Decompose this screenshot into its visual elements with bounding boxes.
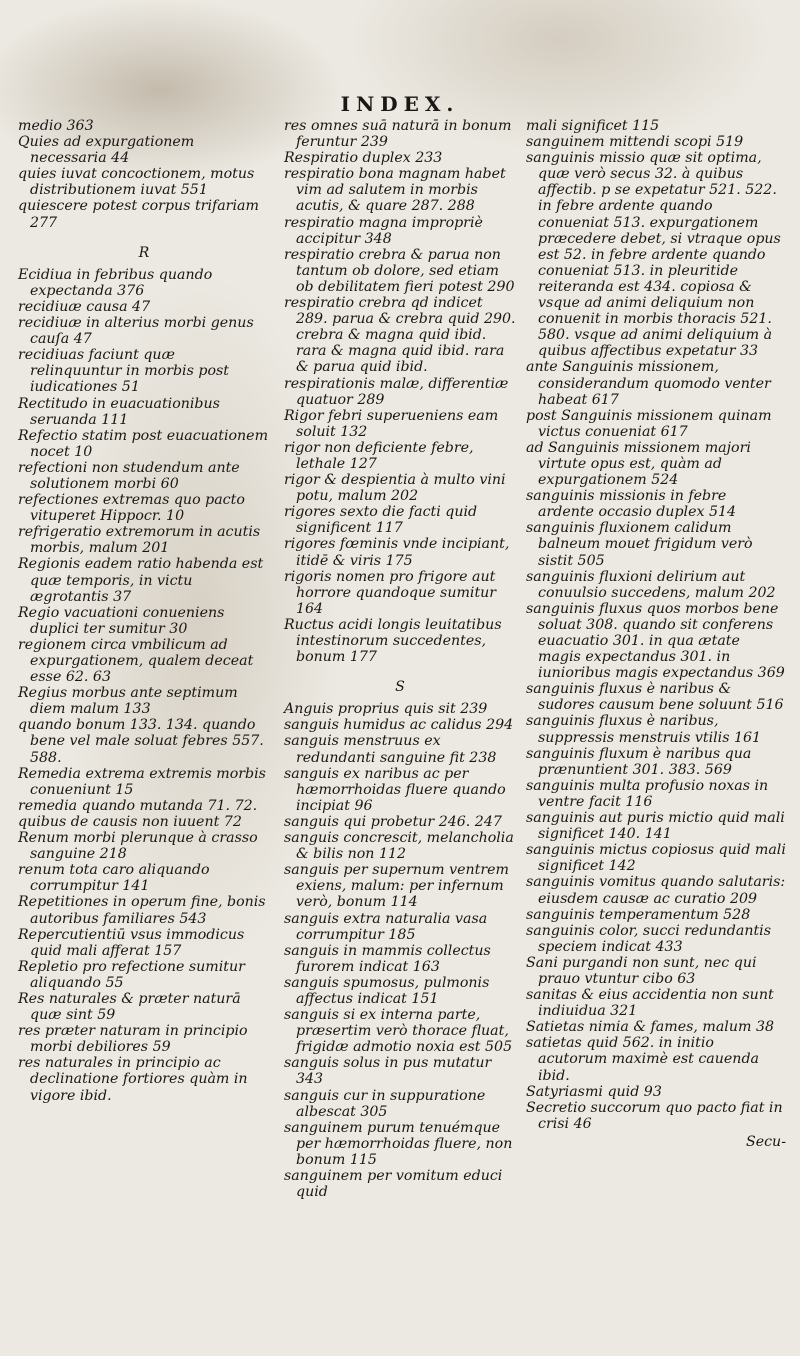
index-entry: Secretio succorum quo pacto fiat in crisi 46 <box>526 1099 783 1132</box>
index-entry: sanguis cur in suppuratione albescat 305 <box>284 1087 486 1120</box>
index-entry: respirationis malæ, differentiæ quatuor 289 <box>284 375 509 408</box>
section-letter: S <box>395 679 405 696</box>
index-entry: rigor & despientia à multo vini potu, malum 202 <box>284 472 506 505</box>
index-entry: regionem circa vmbilicum ad expurgationem, qualem deceat esse 62. 63 <box>18 636 254 686</box>
index-entry: recidiuæ causa 47 <box>18 298 151 315</box>
index-entry: rigores fœminis vnde incipiant, itidē & viris 175 <box>284 536 510 569</box>
index-entry: quiescere potest corpus trifariam 277 <box>18 198 259 231</box>
index-entry: Repetitiones in operum fine, bonis autoribus familiares 543 <box>18 894 266 927</box>
index-entry: Sani purgandi non sunt, nec qui prauo vtuntur cibo 63 <box>526 954 757 987</box>
index-entry: Res naturales & præter naturā quæ sint 59 <box>18 990 241 1024</box>
index-entry: sanguis solus in pus mutatur 343 <box>284 1055 492 1088</box>
index-entry: Repletio pro refectione sumitur aliquando 55 <box>18 958 245 991</box>
index-entry: sanguinis fluxus quos morbos bene soluat 308. quando sit conferens euacuatio 301. in qua ætate magis expectandus 301. in iunioribus magis expectandus 369 <box>526 600 785 682</box>
catchword: Secu- <box>746 1133 786 1150</box>
index-entry: sanguinis fluxum è naribus qua prænuntient 301. 383. 569 <box>526 745 752 778</box>
index-entry: sanguis humidus ac calidus 294 <box>284 717 514 734</box>
index-entry: sanguis qui probetur 246. 247 <box>284 813 502 830</box>
index-entry: sanguinis fluxioni delirium aut conuulsio succedens, malum 202 <box>526 568 776 601</box>
index-entry: Regionis eadem ratio habenda est quæ temporis, in victu ægrotantis 37 <box>18 556 264 605</box>
index-entry: sanguis si ex interna parte, præsertim verò thorace fluat, frigidæ admotio noxia est 505 <box>284 1007 513 1056</box>
index-entry: sanguinis missionis in febre ardente occasio duplex 514 <box>526 488 737 521</box>
index-entry: remedia quando mutanda 71. 72. <box>18 797 258 814</box>
index-entry: refectiones extremas quo pacto vituperet Hippocr. 10 <box>18 492 245 525</box>
page-header: INDEX. <box>340 92 460 116</box>
index-entry: Renum morbi plerunque à crasso sanguine 218 <box>18 830 258 863</box>
index-entry: Ructus acidi longis leuitatibus intestinorum succedentes, bonum 177 <box>284 616 502 666</box>
index-entry: mali significet 115 <box>526 118 660 134</box>
index-entry: refrigeratio extremorum in acutis morbis, malum 201 <box>18 524 261 557</box>
index-entry: Satyriasmi quid 93 <box>526 1083 662 1100</box>
index-entry: refectioni non studendum ante solutionem morbi 60 <box>18 459 240 492</box>
index-entry: Anguis proprius quis sit 239 <box>284 701 488 718</box>
index-entry: quibus de causis non iuuent 72 <box>18 813 242 830</box>
index-entry: post Sanguinis missionem quinam victus conueniat 617 <box>526 407 772 440</box>
index-entry: sanguinem per vomitum educi quid <box>284 1168 503 1201</box>
index-entry: Respiratio duplex 233 <box>284 150 443 167</box>
index-entry: sanitas & eius accidentia non sunt indiuidua 321 <box>526 987 774 1020</box>
index-entry: rigoris nomen pro frigore aut horrore quandoque sumitur 164 <box>284 568 497 617</box>
index-entry: ante Sanguinis missionem, considerandum quomodo venter habeat 617 <box>526 359 771 408</box>
index-entry: Quies ad expurgationem necessaria 44 <box>18 134 195 167</box>
index-column-2 <box>284 118 516 1200</box>
index-entry: sanguis per supernum ventrem exiens, malum: per infernum verò, bonum 114 <box>284 862 509 911</box>
index-entry: Refectio statim post euacuationem nocet 10 <box>18 427 269 460</box>
index-entry: sanguinis missio quæ sit optima, quæ verò secus 32. à quibus affectib. p se expetatur 521. 522. in febre ardente quando conueniat 513. expurgationem præcedere debet, si vtraque opus est 52. in febre ardente quando conueniat 513. in pleuritide reiteranda est 434. copiosa & vsque ad animi deliquium non conuenit in morbis thoracis 521. 580. vsque ad animi deliquium à quibus affectibus expetatur 33 <box>526 150 781 360</box>
index-column-1 <box>18 118 270 1104</box>
index-entry: rigor non deficiente febre, lethale 127 <box>284 439 474 472</box>
index-entry: ad Sanguinis missionem majori virtute opus est, quàm ad expurgationem 524 <box>526 439 751 489</box>
index-entry: Remedia extrema extremis morbis conueniunt 15 <box>18 765 266 798</box>
index-entry: sanguis in mammis collectus furorem indicat 163 <box>284 942 491 975</box>
index-entry: respiratio crebra & parua non tantum ob dolore, sed etiam ob debilitatem fieri potest 290 <box>284 246 515 295</box>
index-entry: rigores sexto die facti quid significent 117 <box>284 504 478 537</box>
index-entry: sanguinis fluxionem calidum balneum mouet frigidum verò sistit 505 <box>526 520 753 569</box>
index-entry: respiratio crebra qd indicet 289. parua & crebra quid 290. crebra & magna quid ibid. rara & magna quid ibid. rara & parua quid ibid. <box>284 295 516 376</box>
index-entry: sanguis ex naribus ac per hæmorrhoidas fluere quando incipiat 96 <box>284 765 506 814</box>
index-entry: sanguinem purum tenuémque per hæmorrhoidas fluere, non bonum 115 <box>284 1119 513 1168</box>
index-entry: res naturales in principio ac declinatione fortiores quàm in vigore ibid. <box>18 1055 248 1104</box>
index-entry: res præter naturam in principio morbi debiliores 59 <box>18 1023 248 1056</box>
index-entry: renum tota caro aliquando corrumpitur 141 <box>18 862 210 895</box>
index-entry: sanguinem mittendi scopi 519 <box>526 134 744 151</box>
index-entry: sanguis concrescit, melancholia & bilis non 112 <box>284 830 514 863</box>
index-entry: Rigor febri superueniens eam soluit 132 <box>284 407 499 440</box>
index-entry: sanguinis aut puris mictio quid mali significet 140. 141 <box>526 810 785 843</box>
index-entry: Satietas nimia & fames, malum 38 <box>526 1019 774 1036</box>
index-entry: sanguinis fluxus è naribus, suppressis menstruis vtilis 161 <box>526 713 762 746</box>
index-entry: Rectitudo in euacuationibus seruanda 111 <box>18 395 220 428</box>
index-entry: sanguinis temperamentum 528 <box>526 906 751 923</box>
index-entry: res omnes suā naturā in bonum feruntur 239 <box>284 118 512 151</box>
index-entry: sanguinis fluxus è naribus & sudores causum bene soluunt 516 <box>526 681 784 714</box>
index-entry: sanguis extra naturalia vasa corrumpitur 185 <box>284 910 488 943</box>
index-entry: Repercutientiū vsus immodicus quid mali afferat 157 <box>18 926 245 959</box>
index-entry: recidiuas faciunt quæ relinquuntur in morbis post iudicationes 51 <box>18 347 229 396</box>
index-entry: sanguinis vomitus quando salutaris: eiusdem causæ ac curatio 209 <box>526 874 786 907</box>
section-letter: R <box>138 244 150 261</box>
index-entry: Regio vacuationi conueniens duplici ter sumitur 30 <box>18 604 225 637</box>
index-entry: quando bonum 133. 134. quando bene vel male soluat febres 557. 588. <box>18 717 264 766</box>
index-entry: sanguinis color, succi redundantis speciem indicat 433 <box>526 922 771 955</box>
index-entry: sanguis spumosus, pulmonis affectus indicat 151 <box>284 974 490 1007</box>
index-entry: Regius morbus ante septimum diem malum 133 <box>18 685 238 718</box>
index-entry: Ecidiua in febribus quando expectanda 376 <box>18 266 213 299</box>
index-entry: sanguinis multa profusio noxas in ventre facit 116 <box>526 777 769 810</box>
index-entry: sanguinis mictus copiosus quid mali significet 142 <box>526 842 786 875</box>
index-entry: respiratio bona magnam habet vim ad salutem in morbis acutis, & quare 287. 288 <box>284 166 506 215</box>
index-entry: satietas quid 562. in initio acutorum maximè est cauenda ibid. <box>526 1035 759 1084</box>
index-entry: respiratio magna impropriè accipitur 348 <box>284 214 483 247</box>
index-entry: quies iuvat concoctionem, motus distributionem iuvat 551 <box>18 166 255 199</box>
index-entry: recidiuæ in alterius morbi genus cauſa 47 <box>18 315 254 348</box>
index-entry: medio 363 <box>18 118 94 134</box>
index-column-3 <box>526 118 786 1150</box>
index-entry: sanguis menstruus ex redundanti sanguine fit 238 <box>284 733 497 766</box>
